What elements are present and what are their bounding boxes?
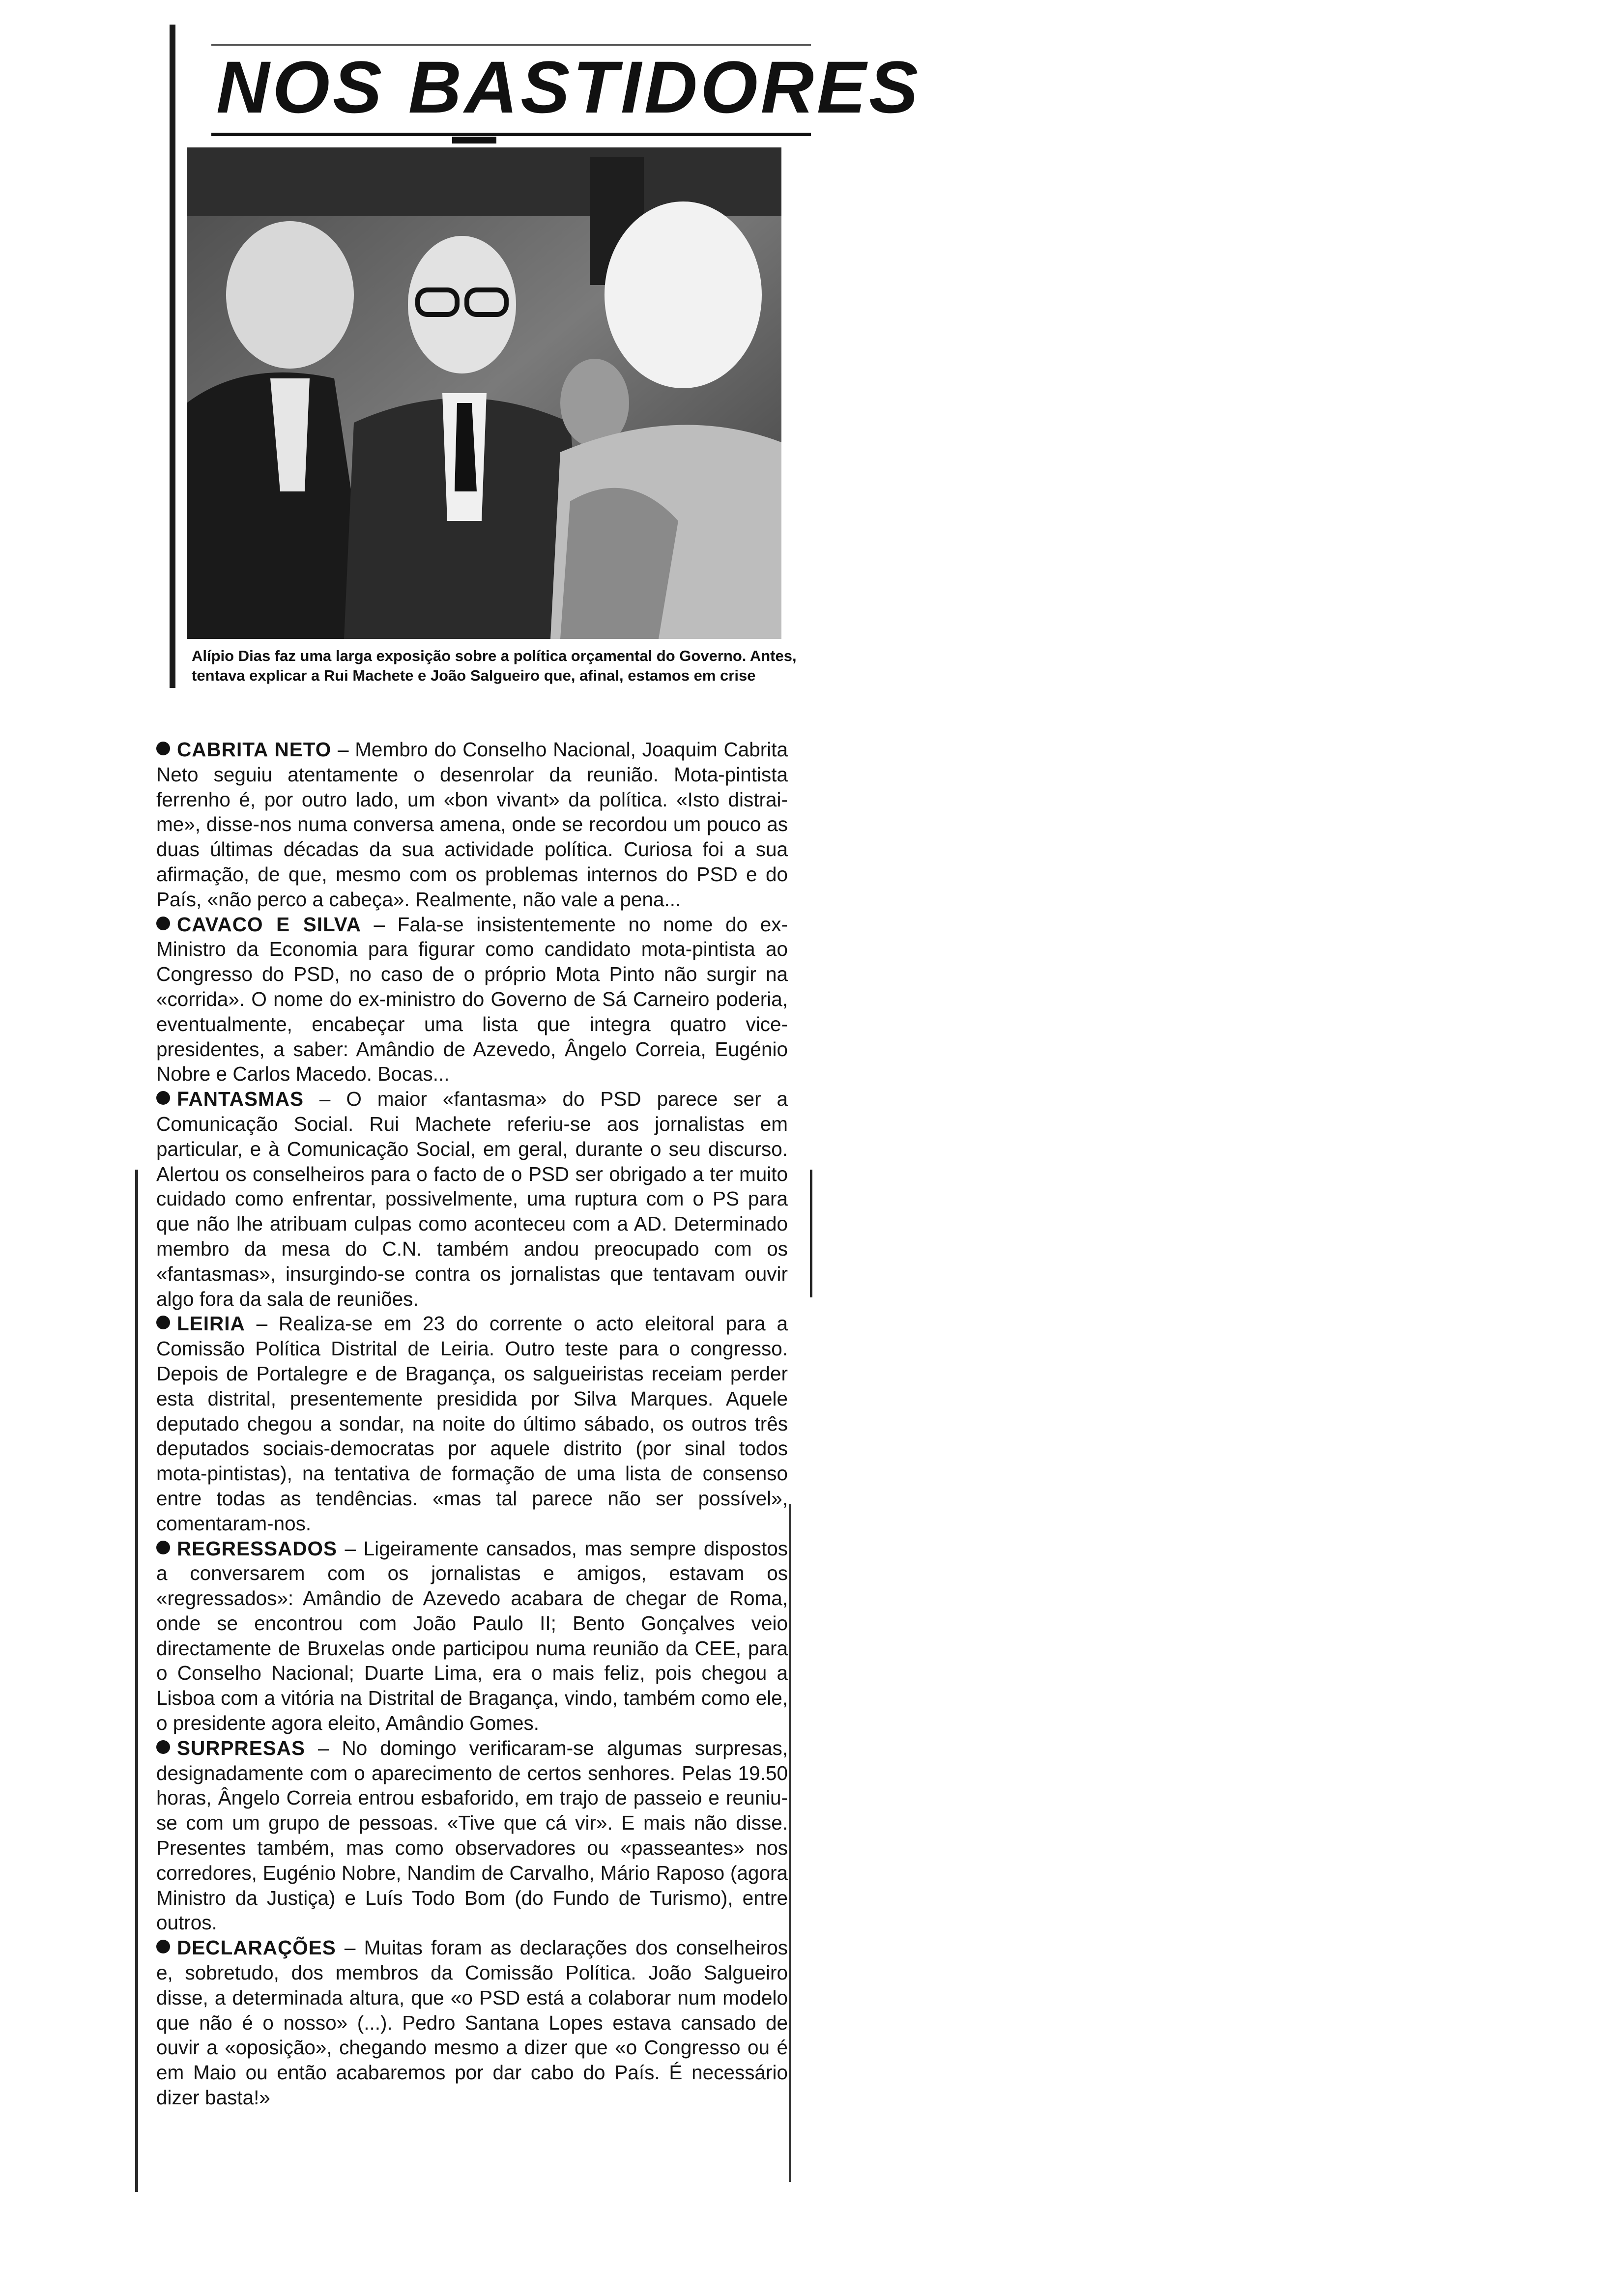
bullet-icon	[156, 1316, 170, 1329]
article-paragraph	[156, 1311, 788, 1536]
article-paragraph	[156, 1536, 788, 1736]
article-paragraph	[156, 1935, 788, 2110]
bullet-icon	[156, 917, 170, 930]
bullet-icon	[156, 1740, 170, 1754]
paragraph-text: – Fala-se insistentemente no nome do ex-Ministro da Economia para figurar como candidato mota-pintista ao Congresso do PSD, no caso de o próprio Mota Pinto não surgir na «corrida». O nome do ex-ministro do Governo de Sá Carneiro poderia, eventualmente, encabeçar uma lista que integra quatro vice-presidentes, a saber: Amândio de Azevedo, Ângelo Correia, Eugénio Nobre e Carlos Macedo. Bocas...	[156, 913, 788, 1086]
paragraph-keyword: LEIRIA	[177, 1312, 245, 1335]
bullet-icon	[156, 1091, 170, 1105]
paragraph-text: – O maior «fantasma» do PSD parece ser a Comunicação Social. Rui Machete referiu-se aos jornalistas em particular, e à Comunicação Social, em geral, durante o seu discurso. Alertou os conselheiros para o facto de o PSD ser obrigado a ter muito cuidado como enfrentar, possivelmente, uma ruptura com o PS para que não lhe atribuam culpas como aconteceu com a AD. Determinado membro da mesa do C.N. também andou preocupado com os «fantasmas», insurgindo-se contra os jornalistas que tentavam ouvir algo fora da sala de reuniões.	[156, 1088, 788, 1310]
paragraph-keyword: REGRESSADOS	[177, 1537, 338, 1560]
article-paragraph	[156, 1087, 788, 1311]
section-masthead	[211, 39, 921, 128]
scan-edge-mark	[135, 1170, 138, 2192]
paragraph-text: – Ligeiramente cansados, mas sempre dispostos a conversarem com os jornalistas e amigos, estavam os «regressados»: Amândio de Azevedo acabara de chegar de Roma, onde se encontrou com João Paulo II; Bento Gonçalves veio directamente de Bruxelas onde participou numa reunião da CEE, para o Conselho Nacional; Duarte Lima, era o mais feliz, pois chegou a Lisboa com a vitória na Distrital de Bragança, vindo, também como ele, o presidente agora eleito, Amândio Gomes.	[156, 1537, 788, 1735]
article-body	[156, 737, 788, 2110]
masthead-rule	[211, 133, 811, 136]
scan-edge-mark	[170, 25, 175, 688]
bullet-icon	[156, 742, 170, 755]
paragraph-keyword: CAVACO E SILVA	[177, 913, 361, 936]
paragraph-text: – Muitas foram as declarações dos conselheiros e, sobretudo, dos membros da Comissão Política. João Salgueiro disse, a determinada altura, que «o PSD está a colaborar num modelo que não é o nosso» (...). Pedro Santana Lopes estava cansado de ouvir a «oposição», chegando mesmo a dizer que «o Congresso ou é em Maio ou então acabaremos por dar cabo do País. É necessário dizer basta!»	[156, 1936, 788, 2109]
news-photo	[187, 147, 781, 639]
article-paragraph	[156, 737, 788, 912]
section-title: NOS BASTIDORES	[216, 46, 921, 128]
scan-edge-mark	[810, 1170, 812, 1297]
paragraph-keyword: DECLARAÇÕES	[177, 1936, 336, 1959]
paragraph-text: – Realiza-se em 23 do corrente o acto eleitoral para a Comissão Política Distrital de Leiria. Outro teste para o congresso. Depois de Portalegre e de Bragança, os salgueiristas receiam perder esta distrital, presentemente presidida por Silva Marques. Aquele deputado chegou a sondar, na noite do último sábado, os outros três deputados sociais-democratas por aquele distrito (por sinal todos mota-pintistas), na tentativa de formação de uma lista de consenso entre todas as tendências. «mas tal parece não ser possível», comentaram-nos.	[156, 1312, 788, 1535]
paragraph-keyword: FANTASMAS	[177, 1088, 304, 1111]
paragraph-text: – No domingo verificaram-se algumas surpresas, designadamente com o aparecimento de certos senhores. Pelas 19.50 horas, Ângelo Correia entrou esbaforido, em trajo de passeio e reuniu-se com um grupo de pessoas. «Tive que cá vir». E mais não disse. Presentes também, mas como observadores ou «passeantes» nos corredores, Eugénio Nobre, Nandim de Carvalho, Mário Raposo (agora Ministro da Justiça) e Luís Todo Bom (do Fundo de Turismo), entre outros.	[156, 1736, 788, 1934]
article-paragraph	[156, 912, 788, 1087]
photo-caption: Alípio Dias faz uma larga exposição sobre a política orçamental do Governo. Antes, tentava explicar a Rui Machete e João Salgueiro que, afinal, estamos em crise	[192, 647, 797, 684]
paragraph-text: – Membro do Conselho Nacional, Joaquim Cabrita Neto seguiu atentamente o desenrolar da reunião. Mota-pintista ferrenho é, por outro lado, um «bon vivant» da política. «Isto distrai-me», disse-nos numa conversa amena, onde se recordou um pouco as duas últimas décadas da sua actividade política. Curiosa foi a sua afirmação, de que, mesmo com os problemas internos do PSD e do País, «não perco a cabeça». Realmente, não vale a pena...	[156, 738, 788, 911]
bullet-icon	[156, 1541, 170, 1554]
paragraph-keyword: SURPRESAS	[177, 1736, 306, 1759]
paragraph-keyword: CABRITA NETO	[177, 738, 332, 761]
masthead-rule-accent	[452, 137, 496, 144]
bullet-icon	[156, 1940, 170, 1953]
scan-edge-mark	[789, 1504, 791, 2182]
article-paragraph	[156, 1736, 788, 1935]
photo-illustration	[187, 147, 781, 639]
